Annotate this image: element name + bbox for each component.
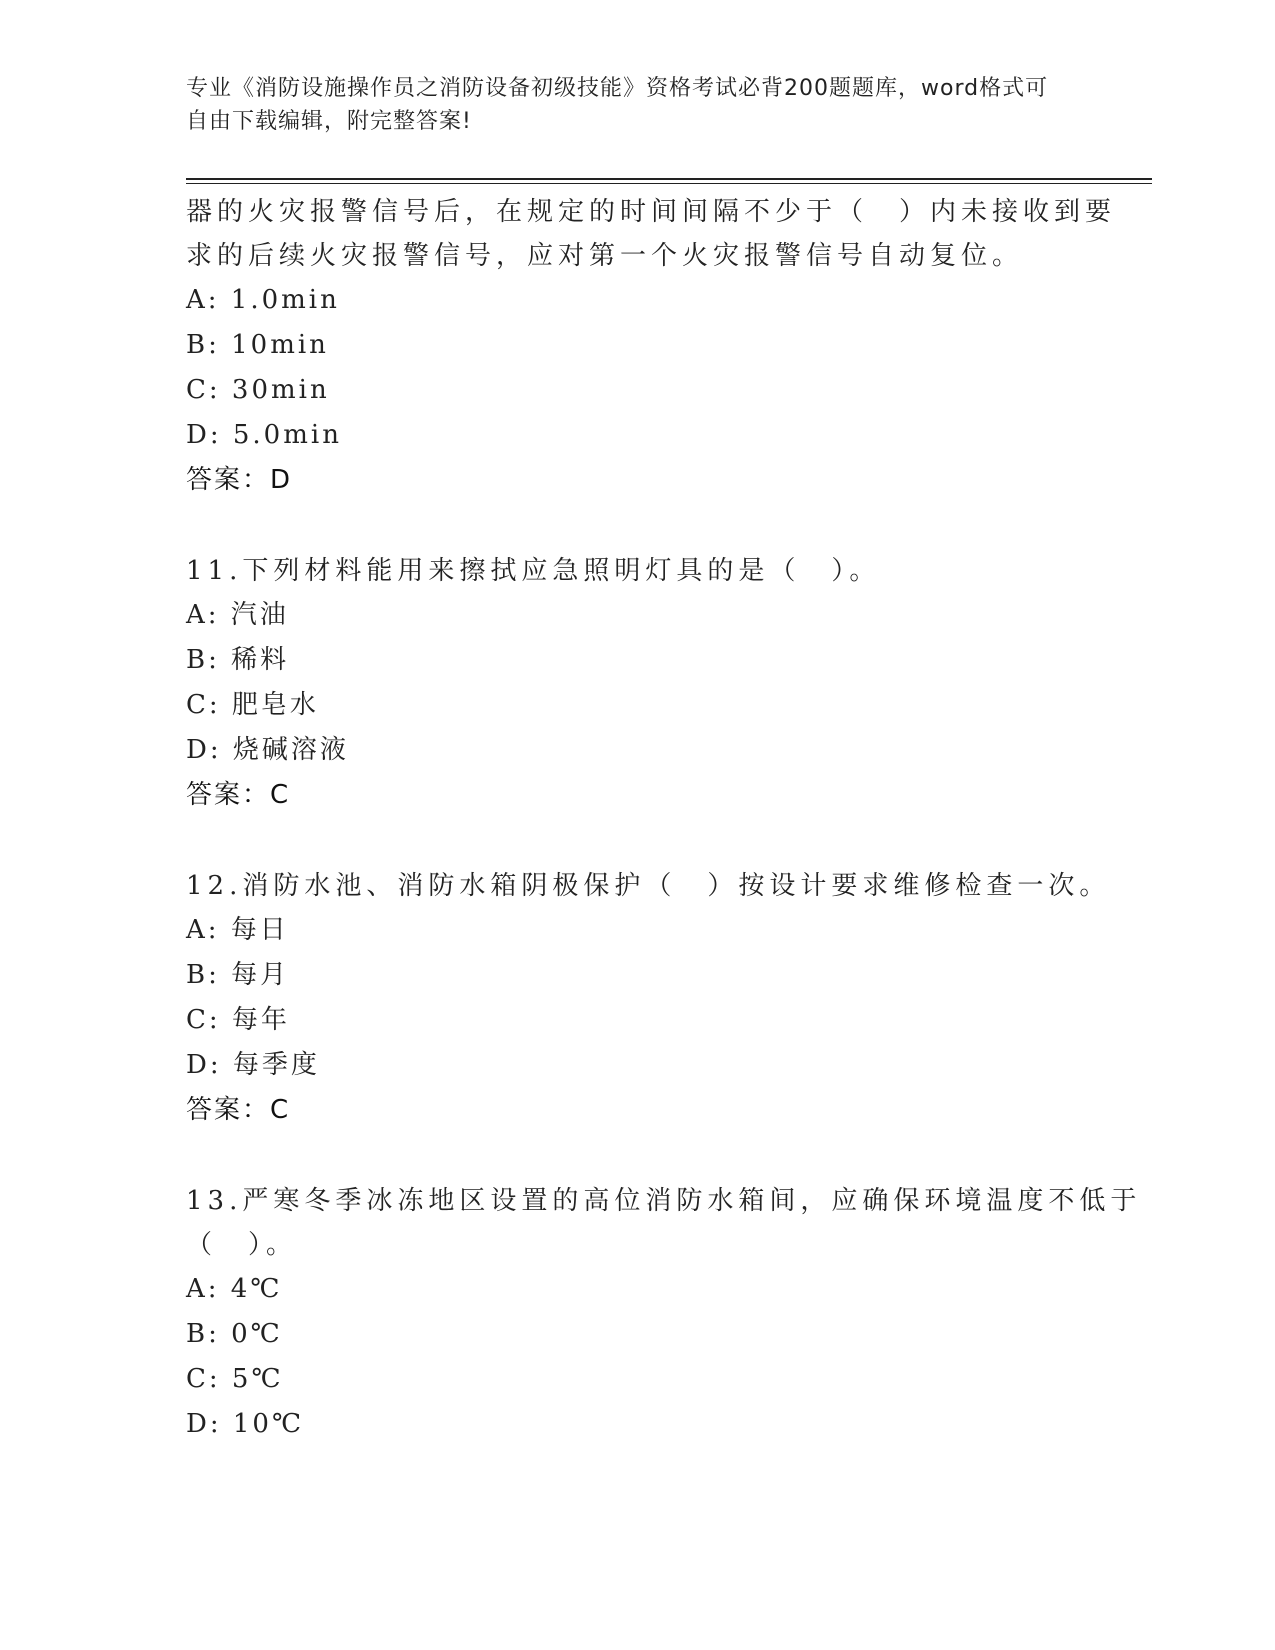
- answer-value: D: [270, 465, 291, 495]
- option-c: C: 每年: [186, 1005, 290, 1035]
- option-d: D: 烧碱溶液: [186, 735, 349, 765]
- option-b: B: 稀料: [186, 645, 290, 675]
- answer-label: 答案：: [186, 1095, 271, 1125]
- option-c: C: 30min: [186, 375, 330, 405]
- header-rule-thin: [186, 183, 1152, 184]
- question-block: [186, 190, 1146, 503]
- question-text: 13.严寒冬季冰冻地区设置的高位消防水箱间，应确保环境温度不低于（ ）。: [186, 1186, 1142, 1260]
- option-a: A: 汽油: [186, 600, 289, 630]
- question-block: [186, 1179, 1146, 1447]
- option-b: B: 0℃: [186, 1319, 283, 1349]
- option-d: D: 5.0min: [186, 420, 342, 450]
- option-b: B: 10min: [186, 330, 329, 360]
- option-c: C: 5℃: [186, 1364, 284, 1394]
- answer-line: [186, 1088, 1146, 1133]
- option-b: B: 每月: [186, 960, 290, 990]
- option-a: A: 4℃: [186, 1274, 283, 1304]
- answer-line: [186, 773, 1146, 818]
- option-d: D: 每季度: [186, 1050, 320, 1080]
- document-header: 专业《消防设施操作员之消防设备初级技能》资格考试必背200题题库，word格式可自由下载编辑，附完整答案!: [186, 76, 1049, 134]
- question-text: 11.下列材料能用来擦拭应急照明灯具的是（ ）。: [186, 556, 881, 586]
- question-text: 12.消防水池、消防水箱阴极保护（ ）按设计要求维修检查一次。: [186, 871, 1111, 901]
- answer-value: C: [270, 1095, 289, 1125]
- option-a: A: 每日: [186, 915, 289, 945]
- header-rule-thick: [186, 178, 1152, 180]
- answer-label: 答案：: [186, 780, 271, 810]
- answer-value: C: [270, 780, 289, 810]
- answer-line: [186, 458, 1146, 503]
- question-block: [186, 864, 1146, 1133]
- answer-label: 答案：: [186, 465, 271, 495]
- question-block: [186, 549, 1146, 818]
- option-d: D: 10℃: [186, 1409, 305, 1439]
- option-a: A: 1.0min: [186, 285, 340, 315]
- question-list: [186, 190, 1146, 1447]
- question-text: 器的火灾报警信号后，在规定的时间间隔不少于（ ）内未接收到要求的后续火灾报警信号，应对第一个火灾报警信号自动复位。: [186, 197, 1117, 271]
- option-c: C: 肥皂水: [186, 690, 319, 720]
